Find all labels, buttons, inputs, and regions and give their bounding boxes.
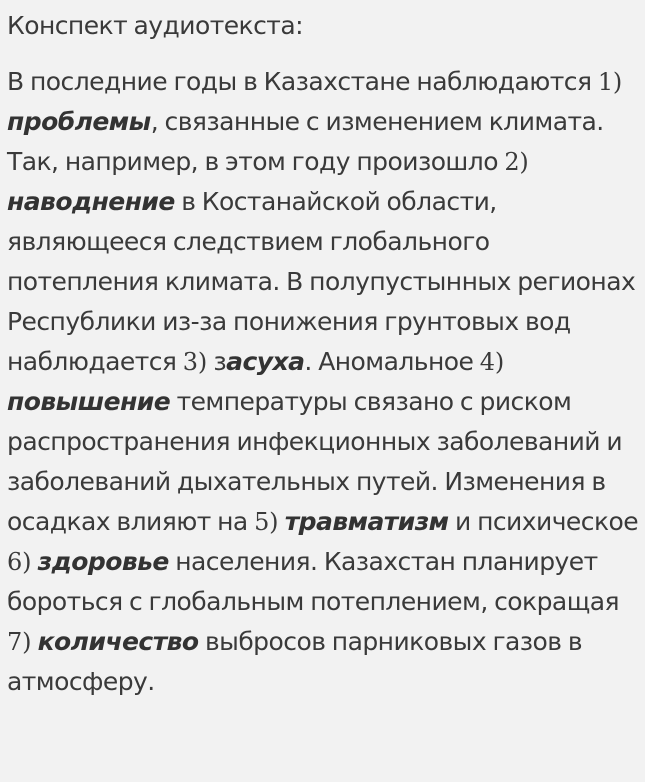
text-segment: населения. Казахстан планирует бороться с глобальным потеплением, сокращая <box>7 547 619 616</box>
answer-word: проблемы <box>7 107 151 136</box>
text-segment: в Костанайской области, являющееся следствием глобального потепления климата. В полупустынных регионах Республики из-за понижения грунтовых вод наблюдается <box>7 187 636 376</box>
text-segment: . Аномальное <box>304 347 480 376</box>
gap-number: 2) <box>504 148 529 176</box>
document-paragraph <box>7 62 639 702</box>
answer-word: асуха <box>226 347 305 376</box>
text-segment: , связанные с изменением климата. Так, например, в этом году произошло <box>7 107 604 176</box>
gap-number: 3) <box>182 348 208 376</box>
gap-number: 4) <box>479 348 504 376</box>
document-heading: Конспект аудиотекста: <box>7 11 303 40</box>
text-segment: з <box>207 347 227 376</box>
answer-word: здоровье <box>37 547 169 576</box>
text-segment: температуры связано с риском распространения инфекционных заболеваний и заболеваний дыхательных путей. Изменения в осадках влияют на <box>7 387 623 536</box>
document <box>7 0 639 702</box>
text-segment: выбросов парниковых газов в атмосферу. <box>7 627 583 696</box>
answer-word: травматизм <box>284 507 449 536</box>
gap-number: 7) <box>7 628 32 656</box>
gap-number: 5) <box>254 508 279 536</box>
answer-word: повышение <box>7 387 171 416</box>
answer-word: количество <box>37 627 199 656</box>
gap-number: 1) <box>597 68 623 96</box>
text-segment: В последние годы в Казахстане наблюдаются <box>7 67 598 96</box>
text-segment: и психическое <box>448 507 639 536</box>
gap-number: 6) <box>7 548 32 576</box>
answer-word: наводнение <box>7 187 175 216</box>
